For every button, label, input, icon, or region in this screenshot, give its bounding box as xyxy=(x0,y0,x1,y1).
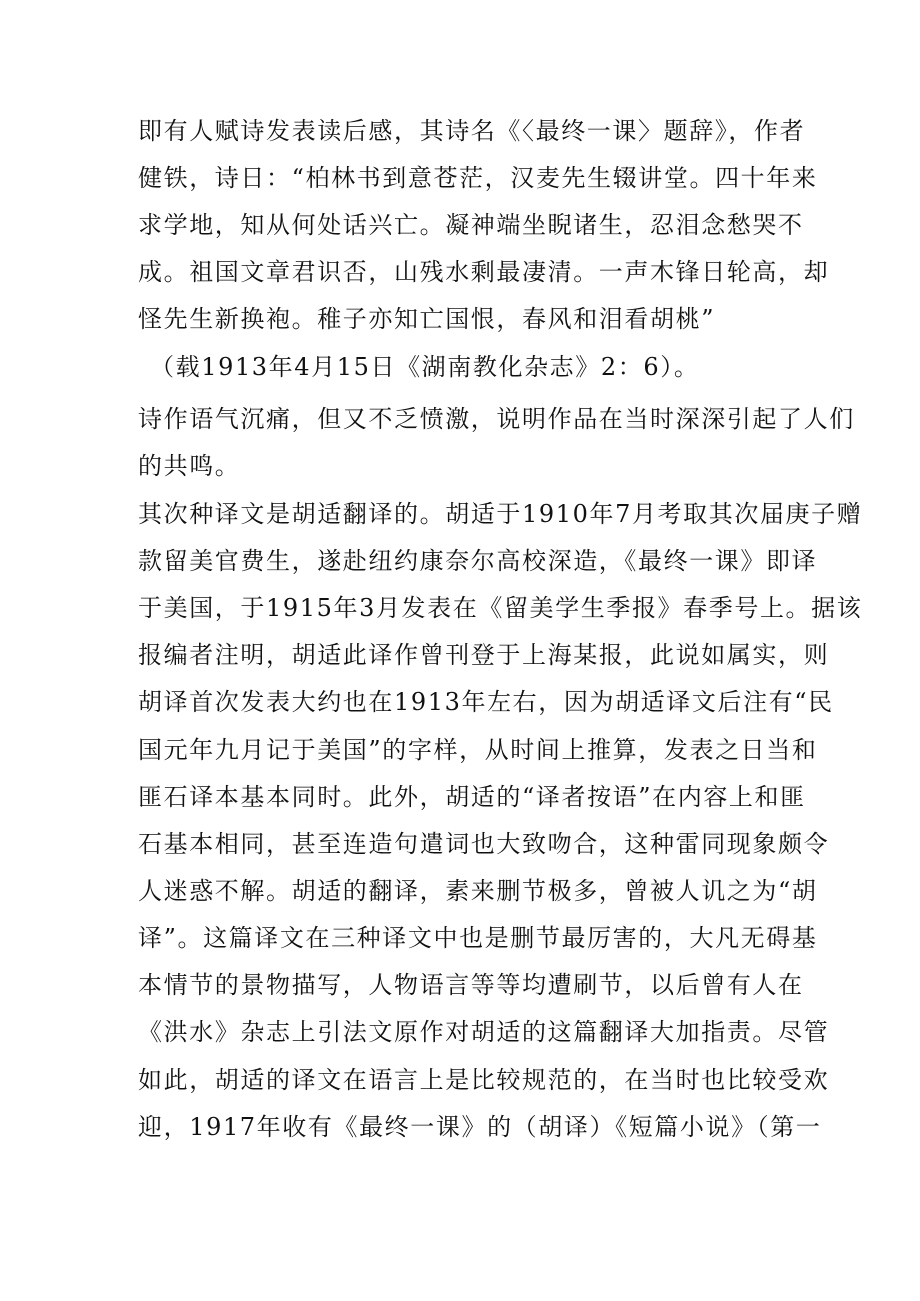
text-line: 匪石译本基本同时。此外，胡适的“译者按语”在内容上和匪 xyxy=(138,783,806,811)
text-line: 人迷惑不解。胡适的翻译，素来删节极多，曾被人讥之为“胡 xyxy=(138,877,818,905)
text-line: 译”。这篇译文在三种译文中也是删节最厉害的，大凡无碍基 xyxy=(138,924,818,952)
text-line: 本情节的景物描写，人物语言等等均遭刷节，以后曾有人在 xyxy=(138,971,804,999)
text-line: 如此，胡适的译文在语言上是比较规范的，在当时也比较受欢 xyxy=(138,1066,830,1094)
text-line: 求学地，知从何处话兴亡。凝神端坐睨诸生，忍泪念愁哭不 xyxy=(138,211,804,239)
paragraph-start-line: 其次种译文是胡适翻译的。胡适于1910年7月考取其次届庚子赠 xyxy=(138,500,863,528)
text-line: 即有人赋诗发表读后感，其诗名《〈最终一课〉题辞》，作者 xyxy=(138,117,806,145)
text-line: 胡译首次发表大约也在1913年左右，因为胡适译文后注有“民 xyxy=(138,688,834,716)
text-line: 怪先生新换袍。稚子亦知亡国恨，春风和泪看胡桃” xyxy=(138,305,716,333)
text-line: 于美国，于1915年3月发表在《留美学生季报》春季号上。据该 xyxy=(138,594,863,622)
text-line: 报编者注明，胡适此译作曾刊登于上海某报，此说如属实，则 xyxy=(138,641,830,669)
text-line: 石基本相同，甚至连造句遣词也大致吻合，这种雷同现象颇令 xyxy=(138,830,830,858)
text-line: 成。祖国文章君识否，山残水剩最凄清。一声木锋日轮高，却 xyxy=(138,258,830,286)
text-line: 的共鸣。 xyxy=(138,452,241,480)
citation-line: （载1913年4月15日《湖南教化杂志》2：6）。 xyxy=(150,353,700,381)
text-line: 诗作语气沉痛，但又不乏愤激，说明作品在当时深深引起了人们 xyxy=(138,405,855,433)
text-line: 国元年九月记于美国”的字样，从时间上推算，发表之日当和 xyxy=(138,736,818,764)
text-line: 迎，1917年收有《最终一课》的（胡译）《短篇小说》（第一 xyxy=(138,1113,822,1141)
text-line: 款留美官费生，遂赴纽约康奈尔高校深造，《最终一课》即译 xyxy=(138,547,818,575)
text-line: 健铁，诗日：“柏林书到意苍茫，汉麦先生辍讲堂。四十年来 xyxy=(138,164,818,192)
text-line: 《洪水》杂志上引法文原作对胡适的这篇翻译大加指责。尽管 xyxy=(138,1018,830,1046)
